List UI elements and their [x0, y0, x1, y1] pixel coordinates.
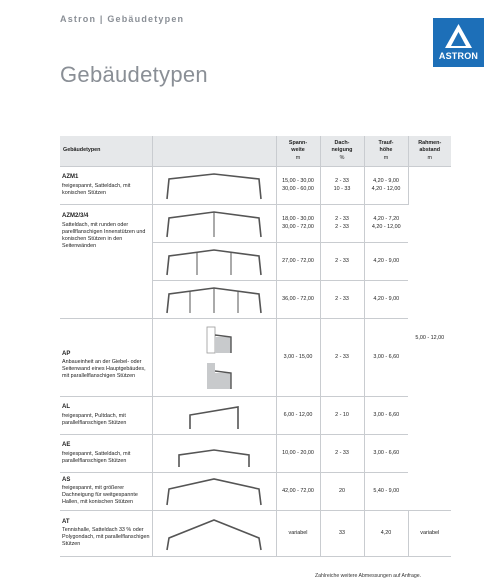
type-description: Satteldach, mit runden oder parellflanschigen Innenstützen und konischen Stützen in den Seitenwänden: [62, 221, 146, 249]
breadcrumb: Astron | Gebäudetypen: [60, 14, 185, 24]
type-description: freigespannt, Satteldach, mit parallelflanschigen Stützen: [62, 450, 131, 464]
table-row: [60, 511, 451, 557]
table-row: [60, 167, 451, 205]
frame-at-illustration: [152, 511, 276, 557]
type-code: AP: [62, 350, 71, 357]
slope-cell: 33: [320, 511, 364, 557]
type-description: freigespannt, Pultdach, mit parallelflanschigen Stützen: [62, 412, 127, 426]
col-header-span-unit: m: [295, 154, 301, 161]
bay-cell: variabel: [408, 511, 451, 557]
frame-azm1-illustration: [152, 167, 276, 205]
type-code: AT: [62, 518, 70, 525]
slope-cell: 2 - 33: [320, 243, 364, 281]
slope-cell: 2 - 33 2 - 33: [320, 205, 364, 243]
span-cell: 3,00 - 15,00: [276, 319, 320, 397]
type-cell: [60, 167, 152, 205]
eave-cell: 3,00 - 6,60: [364, 435, 408, 473]
eave-cell: 5,40 - 9,00: [364, 473, 408, 511]
col-header-slope-label: Dach- neigung: [331, 140, 353, 154]
col-header-bay: [408, 136, 451, 167]
type-description: Anbaueinheit an der Giebel- oder Seitenwand eines Hauptgebäudes, mit parallelflanschigen Stützen: [62, 359, 146, 380]
eave-cell: 3,00 - 6,60: [364, 319, 408, 397]
type-code: AZM2/3/4: [62, 213, 89, 219]
type-cell: [60, 473, 152, 511]
type-code: AZM1: [62, 174, 79, 181]
table-row: [60, 473, 451, 511]
span-cell: 18,00 - 30,00 30,00 - 72,00: [276, 205, 320, 243]
col-header-span: [276, 136, 320, 167]
col-header-bay-unit: m: [427, 154, 432, 161]
col-header-eave-unit: m: [383, 154, 389, 161]
span-cell: 36,00 - 72,00: [276, 281, 320, 319]
table-row: [60, 205, 451, 243]
eave-cell: 4,20 - 9,00: [364, 243, 408, 281]
slope-cell: 20: [320, 473, 364, 511]
span-cell: 15,00 - 30,00 30,00 - 60,00: [276, 167, 320, 205]
page-title: Gebäudetypen: [60, 62, 208, 87]
eave-cell: 4,20 - 7,20 4,20 - 12,00: [364, 205, 408, 243]
type-description: Tennishalle, Satteldach 33 % oder Polygondach, mit parallelflanschigen Stützen: [62, 527, 150, 548]
type-cell: [60, 435, 152, 473]
frame-ap-illustration: [152, 319, 276, 397]
eave-cell: 4,20: [364, 511, 408, 557]
col-header-eave-label: Trauf- höhe: [378, 140, 394, 154]
type-code: AE: [62, 442, 71, 449]
slope-cell: 2 - 33: [320, 281, 364, 319]
col-header-span-label: Spann- weite: [288, 140, 308, 154]
footnote: Zahlreiche weitere Abmessungen auf Anfrage.: [315, 573, 422, 579]
span-cell: 10,00 - 20,00: [276, 435, 320, 473]
slope-cell: 2 - 33 10 - 33: [320, 167, 364, 205]
logo-text: ASTRON: [438, 51, 479, 61]
table-row: [60, 319, 451, 397]
type-code: AL: [62, 404, 70, 411]
slope-cell: 2 - 10: [320, 397, 364, 435]
frame-azm4-illustration: [152, 281, 276, 319]
type-description: freigespannt, Satteldach, mit konischen Stützen: [62, 182, 131, 196]
table-header-row: [60, 136, 451, 167]
astron-logo: [433, 18, 484, 67]
type-cell: [60, 397, 152, 435]
type-description: freigespannt, mit größerer Dachneigung für weitgespannte Hallen, mit konischen Stützen: [62, 485, 138, 506]
type-cell: [60, 511, 152, 557]
type-cell: [60, 319, 152, 397]
frame-al-illustration: [152, 397, 276, 435]
col-header-bay-label: Rahmen- abstand: [418, 140, 442, 154]
frame-azm2-illustration: [152, 205, 276, 243]
frame-ae-illustration: [152, 435, 276, 473]
building-types-table: [60, 136, 451, 557]
eave-cell: 4,20 - 9,00 4,20 - 12,00: [364, 167, 408, 205]
type-cell: [60, 205, 152, 319]
table-row: [60, 397, 451, 435]
span-cell: 27,00 - 72,00: [276, 243, 320, 281]
col-header-slope-unit: %: [339, 154, 345, 161]
col-header-type: Gebäudetypen: [60, 136, 152, 167]
frame-azm3-illustration: [152, 243, 276, 281]
eave-cell: 4,20 - 9,00: [364, 281, 408, 319]
slope-cell: 2 - 33: [320, 319, 364, 397]
table-row: [60, 435, 451, 473]
col-header-slope: [320, 136, 364, 167]
span-cell: 42,00 - 72,00: [276, 473, 320, 511]
col-header-image: [152, 136, 276, 167]
col-header-eave: [364, 136, 408, 167]
span-cell: 6,00 - 12,00: [276, 397, 320, 435]
eave-cell: 3,00 - 6,60: [364, 397, 408, 435]
span-cell: variabel: [276, 511, 320, 557]
bay-cell-shared: 5,00 - 12,00: [408, 167, 451, 511]
type-code: AS: [62, 476, 71, 483]
slope-cell: 2 - 33: [320, 435, 364, 473]
frame-as-illustration: [152, 473, 276, 511]
